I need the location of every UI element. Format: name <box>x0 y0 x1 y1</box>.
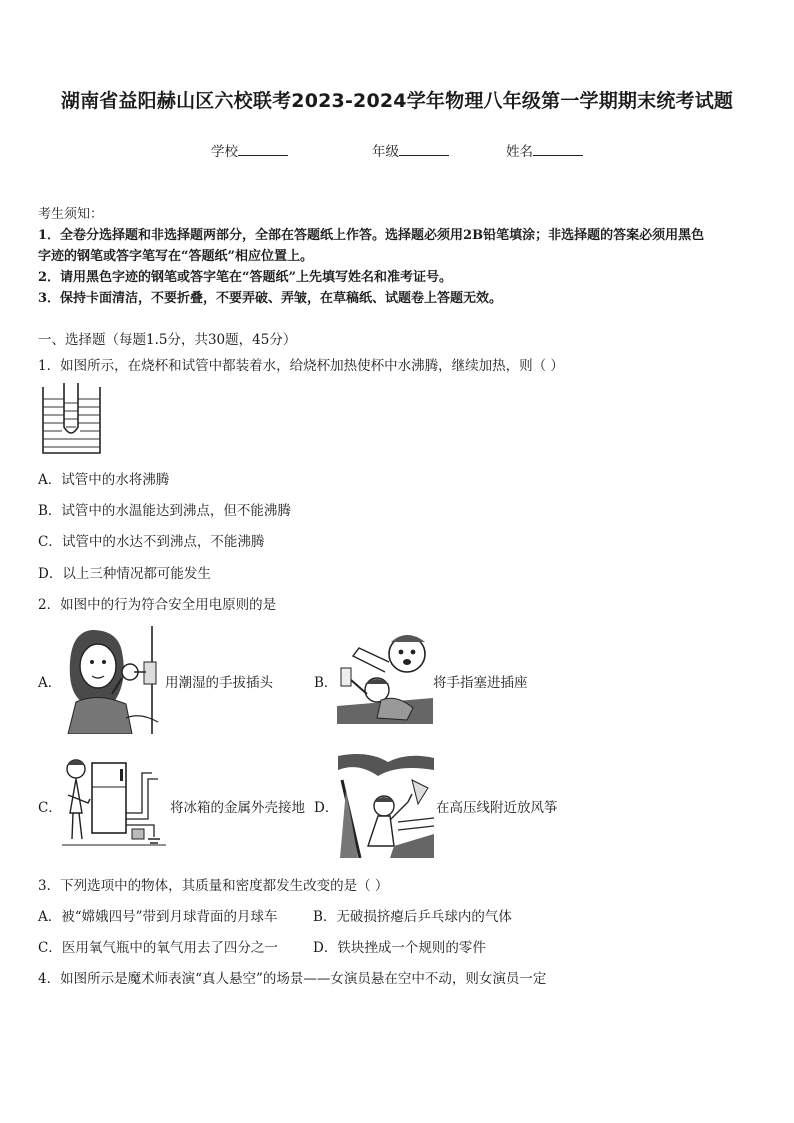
fridge-grounding-illustration <box>62 753 166 853</box>
question-2-option-b-letter: B． <box>314 675 338 691</box>
school-label: 学校 <box>211 144 238 160</box>
name-blank[interactable] <box>533 142 583 156</box>
question-3-option-c: C．医用氧气瓶中的氧气用去了四分之一 <box>38 940 278 956</box>
notice-item: 1．全卷分选择题和非选择题两部分，全部在答题纸上作答。选择题必须用2B铅笔填涂；非选择题的答案必须用黑色 <box>38 228 705 243</box>
beaker-test-tube-figure <box>40 383 104 457</box>
notice-item: 字迹的钢笔或答字笔写在“答题纸”相应位置上。 <box>38 249 313 264</box>
question-1-option-a: A．试管中的水将沸腾 <box>38 472 170 488</box>
grade-label: 年级 <box>372 144 399 160</box>
question-3-option-a: A．被“嫦娥四号”带到月球背面的月球车 <box>38 909 278 925</box>
grade-blank[interactable] <box>399 142 449 156</box>
name-label: 姓名 <box>506 144 533 160</box>
question-2-option-d-text: 在高压线附近放风筝 <box>436 800 558 816</box>
school-blank[interactable] <box>238 142 288 156</box>
name-field[interactable] <box>506 140 583 160</box>
section-heading: 一、选择题（每题1.5分，共30题，45分） <box>38 332 297 348</box>
kite-near-power-lines-illustration <box>338 750 434 858</box>
question-2-option-d-letter: D． <box>314 800 339 816</box>
school-field[interactable] <box>211 140 288 160</box>
question-4-stem: 4．如图所示是魔术师表演“真人悬空”的场景——女演员悬在空中不动，则女演员一定 <box>38 971 547 987</box>
notice-item: 2．请用黑色字迹的钢笔或答字笔在“答题纸”上先填写姓名和准考证号。 <box>38 270 453 285</box>
question-3-stem: 3．下列选项中的物体，其质量和密度都发生改变的是（ ） <box>38 878 389 894</box>
question-1-option-c: C．试管中的水达不到沸点，不能沸腾 <box>38 534 265 550</box>
question-2-option-c-text: 将冰箱的金属外壳接地 <box>170 800 305 816</box>
question-3-option-b: B．无破损挤瘪后乒乓球内的气体 <box>313 909 512 925</box>
question-1-option-d: D．以上三种情况都可能发生 <box>38 566 211 582</box>
wet-hand-plug-illustration <box>62 622 164 734</box>
question-2-option-a-letter: A． <box>38 675 62 691</box>
question-2-option-b-text: 将手指塞进插座 <box>433 675 528 691</box>
notice-item: 3．保持卡面清洁，不要折叠，不要弄破、弄皱，在草稿纸、试题卷上答题无效。 <box>38 291 503 306</box>
page-title: 湖南省益阳赫山区六校联考2023-2024学年物理八年级第一学期期末统考试题 <box>60 90 734 112</box>
question-3-option-d: D．铁块挫成一个规则的零件 <box>313 940 486 956</box>
question-2-option-a-text: 用潮湿的手拔插头 <box>165 675 273 691</box>
question-1-stem: 1．如图所示，在烧杯和试管中都装着水，给烧杯加热使杯中水沸腾，继续加热，则（ ） <box>38 358 564 374</box>
question-2-stem: 2．如图中的行为符合安全用电原则的是 <box>38 597 277 613</box>
question-1-option-b: B．试管中的水温能达到沸点，但不能沸腾 <box>38 503 291 519</box>
finger-in-socket-illustration <box>337 628 433 724</box>
grade-field[interactable] <box>372 140 449 160</box>
question-2-option-c-letter: C． <box>38 800 62 816</box>
notice-heading: 考生须知： <box>38 207 104 222</box>
